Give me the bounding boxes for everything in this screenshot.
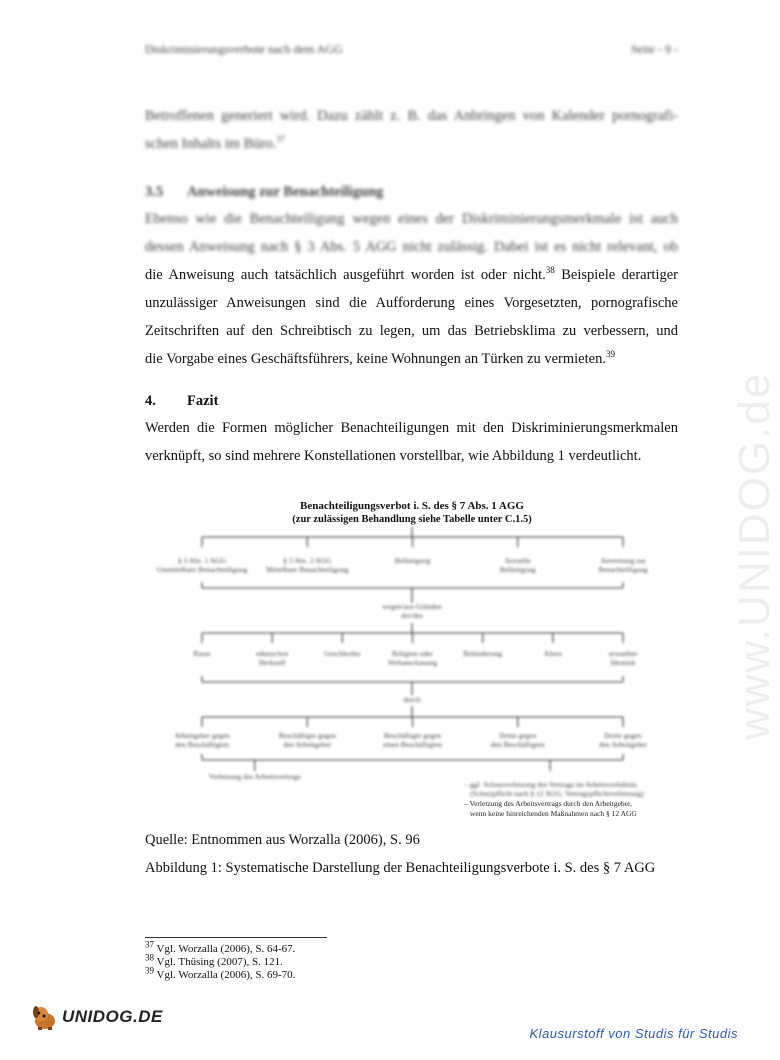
paragraph-intro: [145, 102, 678, 158]
text-line: Ebenso wie die Benachteiligung wegen eines der Diskriminierungsmerkmale ist auch: [145, 211, 678, 227]
diagram-label: Anweisung zur: [600, 556, 646, 565]
diagram-label: sexuellen: [608, 649, 638, 658]
paragraph-fazit: [145, 414, 678, 470]
page-number: Seite - 9 -: [631, 42, 678, 56]
section-title: Fazit: [187, 393, 219, 409]
section-heading-4: [145, 393, 218, 410]
diagram-label: Beschäftigte gegen: [383, 731, 442, 740]
diagram-label: § 3 Abs. 1 AGG: [177, 556, 227, 565]
diagram-label: § 3 Abs. 2 AGG: [283, 556, 332, 565]
diagram-label: den Arbeitgeber: [283, 740, 332, 749]
diagram-label: einen Beschäftigten: [382, 740, 443, 749]
section-number: 4.: [145, 393, 156, 409]
diagram-subtitle: (zur zulässigen Behandlung siehe Tabelle unter C.1.5): [292, 514, 532, 525]
footnote: $^{37}$ Vgl. Worzalla (2006), S. 64-67.: [145, 939, 296, 955]
figure-caption: Abbildung 1: Systematische Darstellung der Benachteiligungsverbote i. S. des § 7 AGG: [145, 860, 656, 876]
figure-source-caption: [145, 826, 678, 882]
diagram-label: Herkunft: [258, 658, 286, 667]
diagram-label: Belästigung: [499, 565, 536, 574]
text-line: die Vorgabe eines Geschäftsführers, keine Wohnungen an Türken zu vermieten.$^{39}$: [145, 349, 615, 367]
note-line: – ggf. Schutzverletzung des Vertrags im Arbeitsverhältnis: [464, 780, 637, 789]
diagram-label: Religion oder: [391, 649, 434, 658]
page-header: [145, 42, 678, 57]
diagram-label: Weltanschauung: [387, 658, 438, 667]
diagram-label: Unmittelbare Benachteiligung: [156, 565, 248, 574]
diagram-label: Behinderung: [463, 649, 503, 658]
diagram-label: den Arbeitgeber: [598, 740, 648, 749]
paragraph-anweisung: [145, 205, 678, 373]
diagram-label: Belästigung: [394, 556, 431, 565]
dog-icon: [30, 1003, 60, 1031]
diagram-label: Alters: [543, 649, 563, 658]
note-line: – Verletzung des Arbeitsvertrags durch den Arbeitgeber,: [464, 799, 633, 808]
diagram-label: Arbeitgeber gegen: [174, 731, 230, 740]
diagram-label: Mittelbare Benachteiligung: [266, 565, 349, 574]
section-title: Anweisung zur Benachteiligung: [187, 184, 384, 200]
text-line: verknüpft, so sind mehrere Konstellationen vorstellbar, wie Abbildung 1 verdeutlicht.: [145, 448, 642, 464]
footnote-ref: 37: [276, 134, 286, 145]
diagram-label: der/des: [401, 611, 423, 620]
diagram-label: Geschlechts: [324, 649, 361, 658]
diagram-label: Sexuelle: [504, 556, 531, 565]
section-number: 3.5: [145, 184, 164, 200]
text-line: schen Inhalts im Büro.$^{37}$: [145, 134, 286, 152]
footnote-divider: [145, 937, 327, 938]
watermark: www.UNIDOG.de: [730, 371, 779, 740]
note-line: wenn keine hinreichenden Maßnahmen nach § 12 AGG: [470, 809, 637, 818]
text-line: unzulässiger Anweisungen sind die Aufforderung eines Vorgesetzten, pornografische: [145, 295, 678, 311]
diagram-title: Benachteiligungsverbot i. S. des § 7 Abs. 1 AGG: [299, 500, 525, 512]
diagram-label: Dritte gegen: [499, 731, 537, 740]
diagram-label: Verletzung des Arbeitsvertrags: [208, 772, 301, 781]
text-line: dessen Anweisung nach § 3 Abs. 5 AGG nicht zulässig. Dabei ist es nicht relevant, ob: [145, 239, 678, 255]
logo-text: UNIDOG.DE: [62, 1007, 163, 1026]
diagram-body: [157, 527, 648, 781]
footnote-ref: 38: [545, 265, 555, 276]
section-heading-3-5: [145, 184, 383, 201]
header-title: Diskriminierungsverbote nach dem AGG: [145, 42, 343, 56]
note-line: (Schutzpflicht nach § 12 AGG, Vertragspflichtverletzung): [470, 789, 644, 798]
footnote-ref: 39: [605, 349, 615, 360]
diagram-label: Identität: [610, 658, 636, 667]
text-line: Werden die Formen möglicher Benachteiligungen mit den Diskriminierungsmerkmalen: [145, 420, 678, 436]
diagram-label: Benachteiligung: [598, 565, 648, 574]
benachteiligung-diagram: [140, 495, 685, 825]
diagram-label: den Beschäftigten: [175, 740, 229, 749]
diagram-label: Dritte gegen: [604, 731, 642, 740]
figure-source: Quelle: Entnommen aus Worzalla (2006), S. 96: [145, 832, 420, 848]
diagram-label: Rasse: [193, 649, 211, 658]
footnotes: [145, 939, 296, 982]
diagram-label: Beschäftigte gegen: [278, 731, 336, 740]
diagram-label: wegen/aus Gründen: [382, 602, 442, 611]
text-line: die Anweisung auch tatsächlich ausgeführt worden ist oder nicht.$^{38}$ Beispiele derartiger: [145, 265, 679, 283]
unidog-logo[interactable]: [30, 1003, 163, 1031]
footer-slogan: Klausurstoff von Studis für Studis: [529, 1026, 738, 1041]
note-right-blurred: [463, 780, 644, 798]
text-line: Zeitschriften auf den Schreibtisch zu legen, um das Betriebsklima zu verbessern, und: [145, 323, 678, 339]
text-line: Betroffenen generiert wird. Dazu zählt z. B. das Anbringen von Kalender pornografi-: [145, 108, 678, 124]
footnote: $^{39}$ Vgl. Worzalla (2006), S. 69-70.: [145, 965, 296, 981]
diagram-label: durch: [403, 695, 421, 704]
diagram-label: den Beschäftigten: [490, 740, 545, 749]
footnote: $^{38}$ Vgl. Thüsing (2007), S. 121.: [145, 952, 283, 968]
diagram-label: ethnischen: [256, 649, 289, 658]
